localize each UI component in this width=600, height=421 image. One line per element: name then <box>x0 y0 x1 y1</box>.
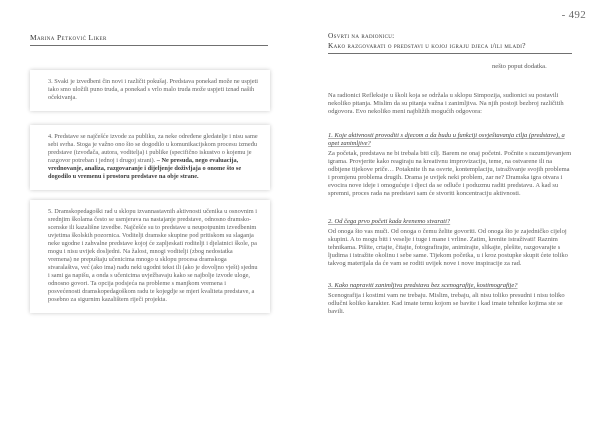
section-title-line-2: Kako razgovarati o predstavi u kojoj igraju djeca i/ili mladi? <box>328 40 526 50</box>
note-box-text: 5. Dramskopedagoški rad u sklopu izvannastavnih aktivnosti učenika u osnovnim i srednjim školama često se usmjerava na nastajanje predstave, odnosno dramsko-scenske ili kazališne izvedbe. Najčešće su to predstave u neupotpunim izvedbenim uvjetima školskih pozornica. Voditelji dramske skupine pod pritiskom su slaganja neke ugodne i zahvalne predstave kojoj će zapljeskati roditelji i djelatnici škole, pa mogu i nisu uvijek dosljedni. Na žalost, mnogi voditelji (zbog nedostatka vremena) ne prepuštaju učenicima mnogo u sklopu procesa dramskoga stvaralaštva, već (ako ima) nađu neki ugodni tekst ili (ako je dovoljno vješt) sjednu i sami ga napišu, a onda s učenicima uvježbavaju kako se najbolje izvode uloge, odnosno govori. Ta opcija podsjeća na probleme s manjkom vremena i posvećenosti dramskopedagoškom radu te kojegdje se mjeri kvaliteta predstave, a posebno za sigurnim kazalištem riječi projekta. <box>48 208 258 303</box>
note-box-bold-text: – Ne presuda, nego evaluacija, vrednovanje, analiza, razgovaranje i dijeljenje doživljaja o onome što se dogodilo u vremenu i prostoru predstave na obje strane. <box>48 157 242 180</box>
question-3: 3. Kako napraviti zanimljivu predstavu bez scenografije, kostimografije? <box>328 282 518 289</box>
running-header-author: Marina Petković Liker <box>30 33 268 46</box>
answer-3: Scenografija i kostimi vam ne trebaju. Mislim, trebaju, ali nisu toliko presudni i nisu toliko odlučni koliko karakter. Kad imate temu kojom se bavite i kad imate tehnike kojima ste se bavili. <box>328 292 565 315</box>
section-title-line-1: Osvrti na radionicu: <box>328 31 395 40</box>
answer-2: Od onoga što vas muči. Od onoga o čemu želite govoriti. Od onoga što je zajedničko cijeloj skupini. A to mogu biti i veselje i tuge i mane i vrline. Zatim, krenite istraživati! Raznim tehnikama. Pišite, crtajte, čitajte, fotografirajte, animirajte, slikajte, plešite, razgovarajte s ljudima i istražite okolinu i sebe same. Tijekom početka, u i kroz postupke skupit ćete toliko takvog materijala da će vam se roditi uvijek nove i nove inspiracije za rad. <box>328 228 568 267</box>
article-body <box>328 92 572 316</box>
note-box-text: 3. Svaki je izvedbeni čin novi i različit pokušaj. Predstava ponekad može ne uspjeti iako smo uložili puno truda, a ponekad s vrlo malo truda može uspjeti iznad naših očekivanja. <box>48 78 259 101</box>
note-box-text: 4. Predstave se najčešće izvode za publiku, za neke određene gledatelje i nisu same sebi svrha. Stoga je važno ono što se dogodilo u komunikacijskom procesu između predstave (izvođača, autora, voditelja) i publike (specifično iskustvo o kojemu je razgovor potreban i jednoj i drugoj strani). <box>48 133 258 164</box>
continuation-text: nešto poput dodatka. <box>492 63 547 70</box>
answer-1: Za početak, predstava ne bi trebala biti cilj. Barem ne onaj početni. Počnite s razumijevanjem igrama. Provjerite kako reagiraju na kreativnu improvizaciju, teme, na ostvarene ili na odbijene tijekove priče… Potaknite ih na osvrte, kontemplaciju, istraživanje svojih problema i promjenu problema drugih. Drama je uvijek neki problem, zar ne? Dramska igra otvara i evocira nove ideje i omogućuje i djeci da se odluče i poduzmu raditi predstavu. A kad su spremni, proces rada na predstavi sam će stvoriti koncentraciju aktivnosti. <box>328 150 572 197</box>
intro-paragraph: Na radionici Refleksije u školi koja se održala u sklopu Simpozija, sudionici su postavili nekoliko pitanja. Mislim da su pitanja važna i zanimljiva. Na njih postoji bezbroj različitih odgovora. Evo nekoliko meni najbližih mogućih odgovora: <box>328 92 564 115</box>
question-2: 2. Od čega prvo početi kada krenemo stvarati? <box>328 218 451 225</box>
page-number: - 492 <box>561 9 586 21</box>
section-title <box>328 31 572 54</box>
left-page-boxes <box>30 70 270 313</box>
question-1: 1. Koje aktivnosti provoditi s djecom a da budu u funkciji osvještavanja cilja (predstave), a opet zanimljive? <box>328 132 565 147</box>
note-box-3 <box>30 70 270 111</box>
note-box-4 <box>30 125 270 190</box>
note-box-5 <box>30 200 270 313</box>
